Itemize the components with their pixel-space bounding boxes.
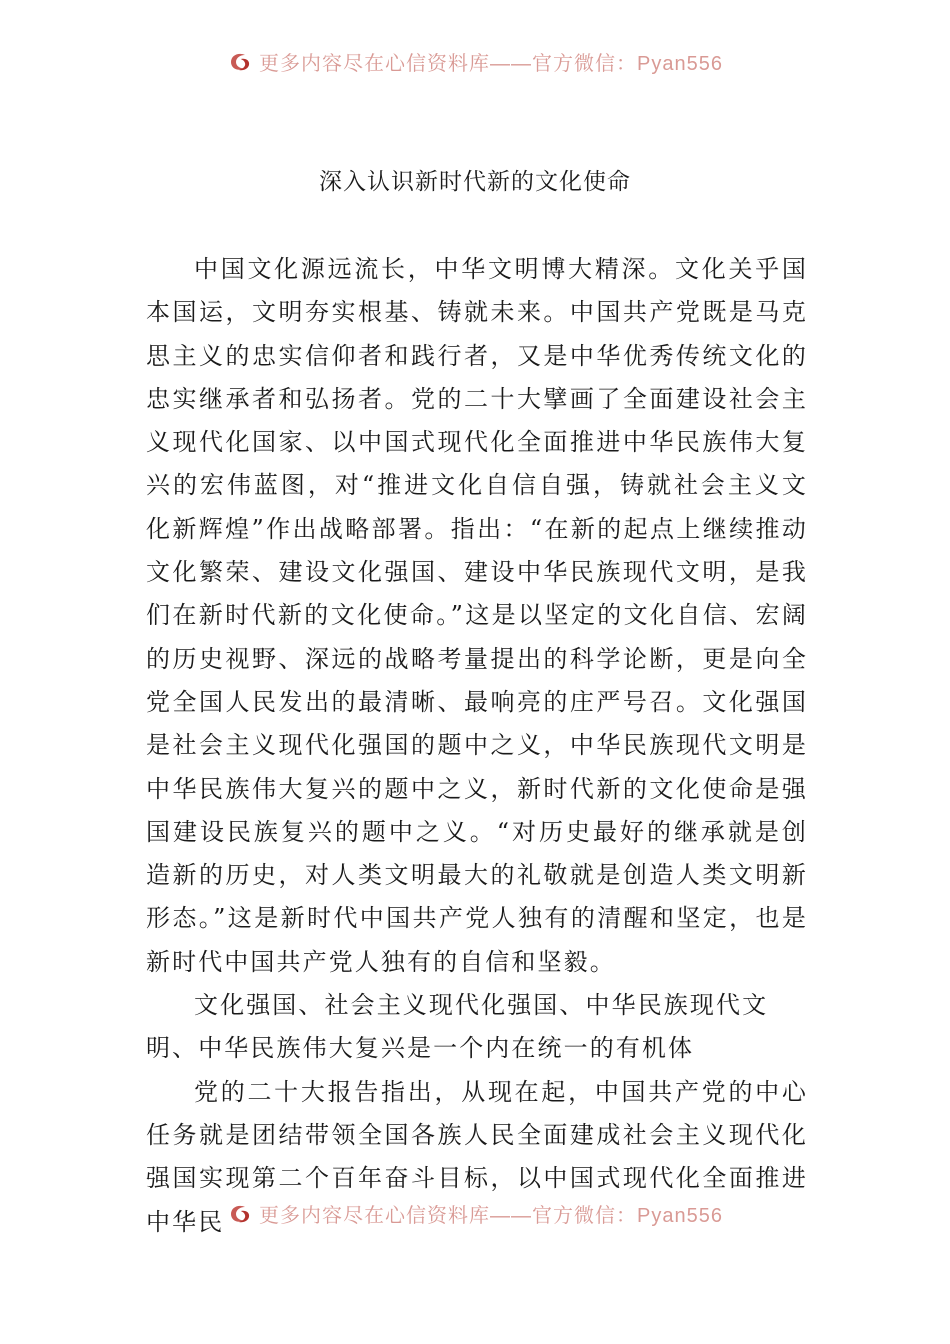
- header-watermark-banner: [0, 52, 950, 88]
- document-title: 深入认识新时代新的文化使命: [319, 169, 631, 195]
- paragraph: 党的二十大报告指出，从现在起，中国共产党的中心任务就是团结带领全国各族人民全面建成社会主义现代化强国实现第二个百年奋斗目标，以中国式现代化全面推进中华民: [146, 1077, 808, 1236]
- paragraph: 中国文化源远流长，中华文明博大精深。文化关乎国本国运，文明夯实根基、铸就未来。中国共产党既是马克思主义的忠实信仰者和践行者，又是中华优秀传统文化的忠实继承者和弘扬者。党的二十大擘画了全面建设社会主义现代化国家、以中国式现代化全面推进中华民族伟大复兴的宏伟蓝图，对“推进文化自信自强，铸就社会主义文化新辉煌”作出战略部署。指出：“在新的起点上继续推动文化繁荣、建设文化强国、建设中华民族现代文明，是我们在新时代新的文化使命。”这是以坚定的文化自信、宏阔的历史视野、深远的战略考量提出的科学论断，更是向全党全国人民发出的最清晰、最响亮的庄严号召。文化强国是社会主义现代化强国的题中之义，中华民族现代文明是中华民族伟大复兴的题中之义，新时代新的文化使命是强国建设民族复兴的题中之义。“对历史最好的继承就是创造新的历史，对人类文明最大的礼敬就是创造人类文明新形态。”这是新时代中国共产党人独有的清醒和坚定，也是新时代中国共产党人独有的自信和坚毅。: [146, 255, 808, 976]
- brand-logo-icon: [227, 52, 253, 74]
- brand-logo-icon: [227, 1204, 253, 1226]
- section-subheading: 文化强国、社会主义现代化强国、中华民族现代文明、中华民族伟大复兴是一个内在统一的有机体: [146, 991, 769, 1063]
- document-body: [146, 248, 808, 1244]
- watermark-text: 更多内容尽在心信资料库——官方微信：Pyan556: [259, 52, 723, 75]
- watermark-text: 更多内容尽在心信资料库——官方微信：Pyan556: [259, 1204, 723, 1227]
- footer-watermark-banner: [0, 1204, 950, 1240]
